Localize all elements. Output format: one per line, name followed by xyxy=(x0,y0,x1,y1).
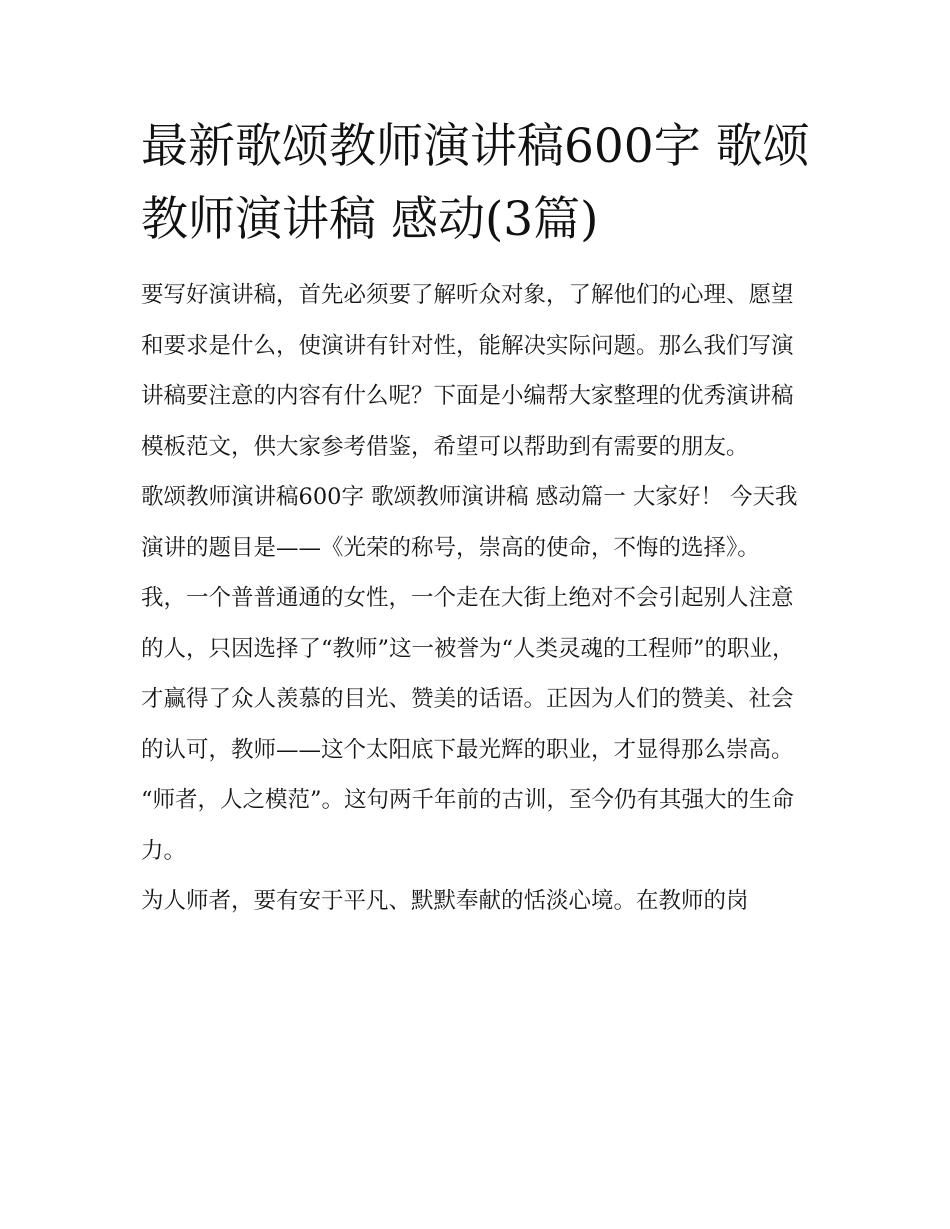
paragraph-ancient-saying: “师者，人之模范”。这句两千年前的古训，至今仍有其强大的生命力。 xyxy=(141,787,795,864)
document-body xyxy=(141,270,811,927)
paragraph-intro: 要写好演讲稿，首先必须要了解听众对象，了解他们的心理、愿望和要求是什么，使演讲有针对性，能解决实际问题。那么我们写演讲稿要注意的内容有什么呢？下面是小编帮大家整理的优秀演讲稿模板范文，供大家参考借鉴，希望可以帮助到有需要的朋友。 xyxy=(141,282,794,460)
document-page xyxy=(141,110,811,927)
paragraph-dedication: 为人师者，要有安于平凡、默默奉献的恬淡心境。在教师的岗 xyxy=(141,888,749,914)
paragraph-speech-opening: 歌颂教师演讲稿600字 歌颂教师演讲稿 感动篇一 大家好！ 今天我演讲的题目是——《光荣的称号，崇高的使命，不悔的选择》。 xyxy=(141,484,798,561)
paragraph-teacher-profession: 我，一个普普通通的女性，一个走在大街上绝对不会引起别人注意的人，只因选择了“教师”这一被誉为“人类灵魂的工程师”的职业，才赢得了众人羡慕的目光、赞美的话语。正因为人们的赞美、社会的认可，教师——这个太阳底下最光辉的职业，才显得那么崇高。 xyxy=(141,585,795,763)
document-title: 最新歌颂教师演讲稿600字 歌颂教师演讲稿 感动(3篇) xyxy=(141,119,810,247)
